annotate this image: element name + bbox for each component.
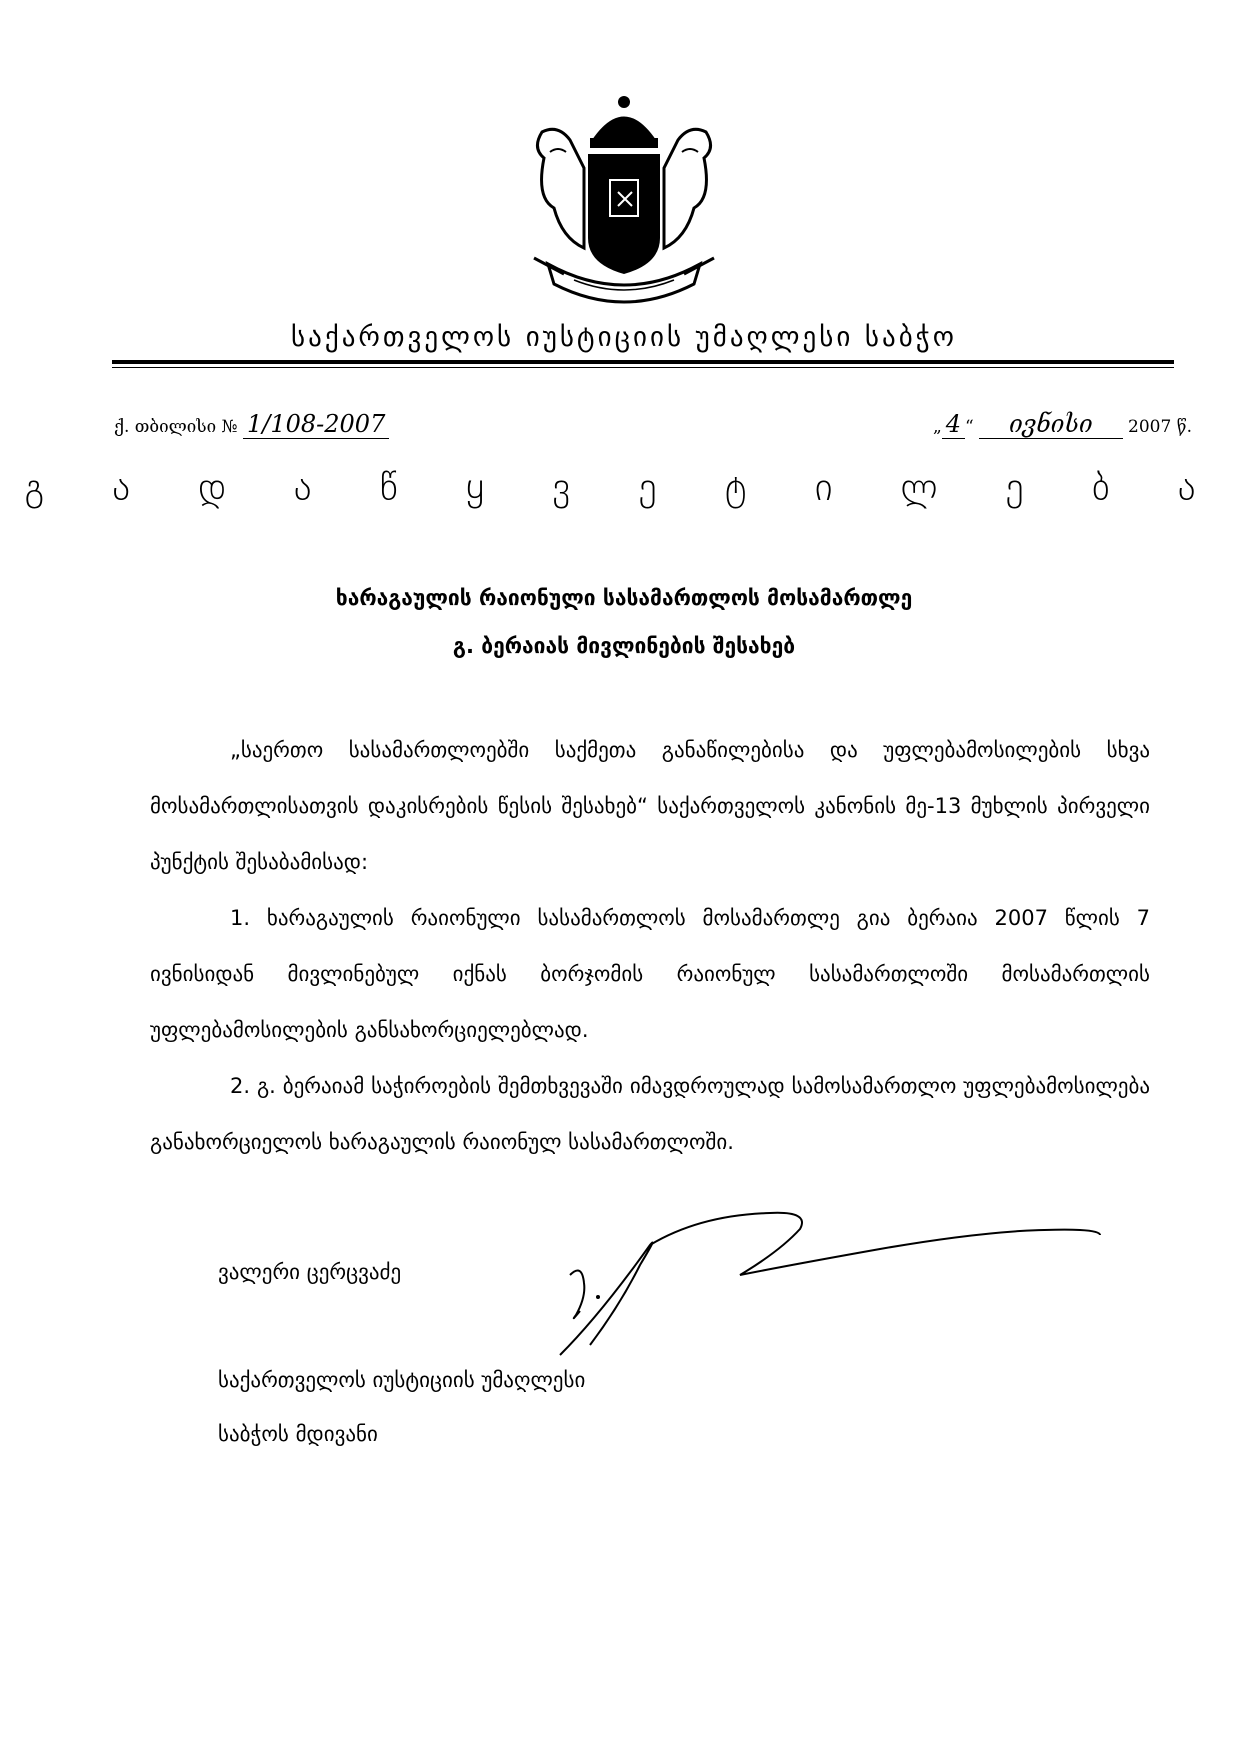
date-day: 4 [942, 410, 965, 439]
document-title: გ ა დ ა წ ყ ვ ე ტ ი ლ ე ბ ა [24, 465, 1224, 509]
signatory-name: ვალერი ცერცვაძე [218, 1260, 402, 1284]
signatory-title-line-1: საქართველოს იუსტიციის უმაღლესი [218, 1368, 586, 1392]
header-divider-thin [112, 367, 1174, 368]
coat-of-arms-icon [514, 88, 734, 308]
date-month: ივნისი [979, 410, 1122, 439]
city-prefix: ქ. თბილისი № [114, 417, 238, 437]
council-name: საქართველოს იუსტიციის უმაღლესი საბჭო [291, 322, 957, 353]
reference-number: 1/108-2007 [243, 410, 389, 439]
subject-line-2: გ. ბერაიას მივლინების შესახებ [452, 634, 796, 658]
reference-date-line: „ 4 “ ივნისი 2007 წ. [932, 410, 1192, 438]
header-divider [112, 360, 1174, 364]
subject-line-1: ხარაგაულის რაიონული სასამართლოს მოსამართლე [335, 586, 913, 610]
item-1-paragraph: 1. ხარაგაულის რაიონული სასამართლოს მოსამართლე გია ბერაია 2007 წლის 7 ივნისიდან მივლინებულ იქნას ბორჯომის რაიონულ სასამართლოში მოსამართლის უფლებამოსილების განსახორციელებლად. [150, 906, 1150, 1042]
handwritten-signature [540, 1205, 1130, 1365]
document-body [150, 722, 1150, 1170]
item-2-paragraph: 2. გ. ბერაიამ საჭიროების შემთხვევაში იმავდროულად სამოსამართლო უფლებამოსილება განახორციელოს ხარაგაულის რაიონულ სასამართლოში. [150, 1074, 1150, 1154]
signatory-title-line-2: საბჭოს მდივანი [218, 1422, 378, 1446]
date-year: 2007 წ. [1128, 417, 1192, 437]
reference-number-line [114, 410, 389, 438]
preamble-paragraph: „საერთო სასამართლოებში საქმეთა განაწილებისა და უფლებამოსილების სხვა მოსამართლისათვის დაკისრების წესის შესახებ“ საქართველოს კანონის მე-13 მუხლის პირველი პუნქტის შესაბამისად: [150, 738, 1150, 874]
